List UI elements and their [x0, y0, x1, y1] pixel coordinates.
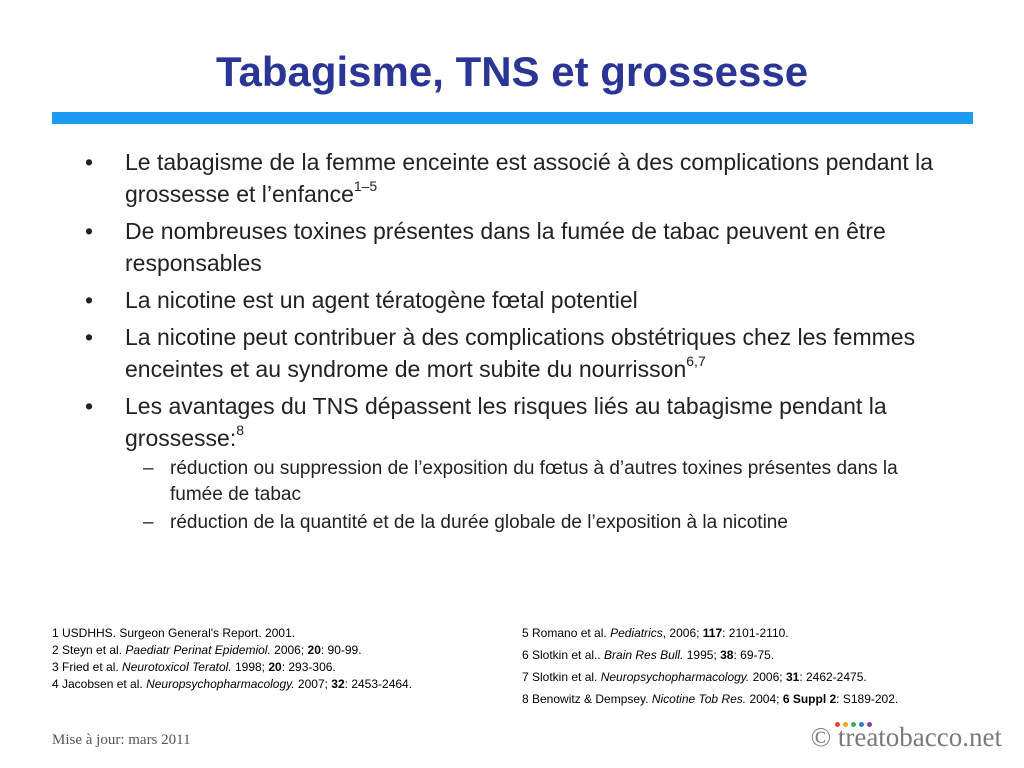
ref-pages: : 293-306. [281, 660, 336, 674]
ref-pages: : 2101-2110. [722, 626, 789, 640]
reference-item [522, 644, 898, 666]
slide-title: Tabagisme, TNS et grossesse [215, 48, 809, 95]
ref-authors: 5 Romano et al. [522, 626, 611, 640]
bullet-item [85, 390, 945, 536]
reference-item [52, 676, 412, 693]
reference-item [52, 659, 412, 676]
ref-journal: Neuropsychopharmacology. [146, 677, 295, 691]
reference-item [522, 622, 898, 644]
ref-year: 2007; [294, 677, 332, 691]
reference-item [522, 688, 898, 710]
sub-bullet-item: – réduction ou suppression de l’exposition du fœtus à d’autres toxines présentes dans la fumée de tabac [125, 456, 945, 508]
ref-year: 2004; [746, 692, 783, 706]
title-underline-bar [52, 112, 973, 124]
bullet-item [85, 215, 945, 279]
bullet-list [85, 146, 945, 541]
reference-item [522, 666, 898, 688]
ref-volume: 117 [702, 626, 723, 640]
ref-volume: 38 [720, 648, 734, 662]
ref-year: 2006; [749, 670, 786, 684]
bullet-text: La nicotine peut contribuer à des complications obstétriques chez les femmes enceintes et au syndrome de mort subite du nourrisson [125, 324, 916, 382]
bullet-text: De nombreuses toxines présentes dans la fumée de tabac peuvent en être responsables [125, 218, 886, 276]
ref-authors: 3 Fried et al. [52, 660, 123, 674]
sub-bullet-list [125, 456, 945, 536]
bullet-ref: 1–5 [353, 178, 378, 195]
bullet-text: La nicotine est un agent tératogène fœtal potentiel [125, 287, 638, 313]
ref-pages: : S189-202. [836, 692, 899, 706]
ref-journal: Paediatr Perinat Epidemiol. [125, 643, 271, 657]
ref-authors: 4 Jacobsen et al. [52, 677, 147, 691]
bullet-ref: 6,7 [686, 353, 706, 370]
bullet-item [85, 284, 945, 316]
ref-journal: Nicotine Tob Res. [651, 692, 747, 706]
bullet-item [85, 146, 945, 210]
sub-bullet-item: – réduction de la quantité et de la durée globale de l’exposition à la nicotine [125, 510, 945, 536]
ref-year: , 2006; [662, 626, 703, 640]
bullet-text: Le tabagisme de la femme enceinte est associé à des complications pendant la grossesse et l’enfance [125, 149, 934, 207]
ref-authors: 6 Slotkin et al.. [522, 648, 605, 662]
ref-authors: 8 Benowitz & Dempsey. [522, 692, 652, 706]
bullet-item [85, 321, 945, 385]
references-right [522, 622, 898, 710]
ref-year: 2006; [270, 643, 308, 657]
ref-journal: Pediatrics [610, 626, 663, 640]
ref-volume: 32 [331, 677, 345, 691]
bullet-text: Les avantages du TNS dépassent les risques liés au tabagisme pendant la grossesse: [125, 393, 887, 451]
ref-pages: : 2462-2475. [799, 670, 867, 684]
ref-volume: 20 [268, 660, 282, 674]
ref-volume: 6 Suppl 2 [782, 692, 837, 706]
reference-item [52, 625, 412, 642]
bullet-ref: 8 [236, 422, 245, 439]
ref-journal: Neurotoxicol Teratol. [122, 660, 232, 674]
brand-logo: © treatobacco.net [810, 722, 1002, 752]
ref-pages: : 90-99. [320, 643, 362, 657]
update-date: Mise à jour: mars 2011 [52, 732, 191, 748]
references-left [52, 625, 412, 693]
ref-journal: Brain Res Bull. [604, 648, 684, 662]
ref-year: 1998; [231, 660, 269, 674]
reference-item [52, 642, 412, 659]
ref-authors: 7 Slotkin et al. [522, 670, 601, 684]
ref-pages: : 69-75. [733, 648, 775, 662]
ref-volume: 20 [307, 643, 321, 657]
ref-volume: 31 [785, 670, 800, 684]
ref-journal: Neuropsychopharmacology. [600, 670, 750, 684]
ref-text: 1 USDHHS. Surgeon General's Report. 2001. [52, 626, 296, 640]
ref-year: 1995; [683, 648, 721, 662]
ref-authors: 2 Steyn et al. [52, 643, 126, 657]
ref-pages: : 2453-2464. [344, 677, 413, 691]
